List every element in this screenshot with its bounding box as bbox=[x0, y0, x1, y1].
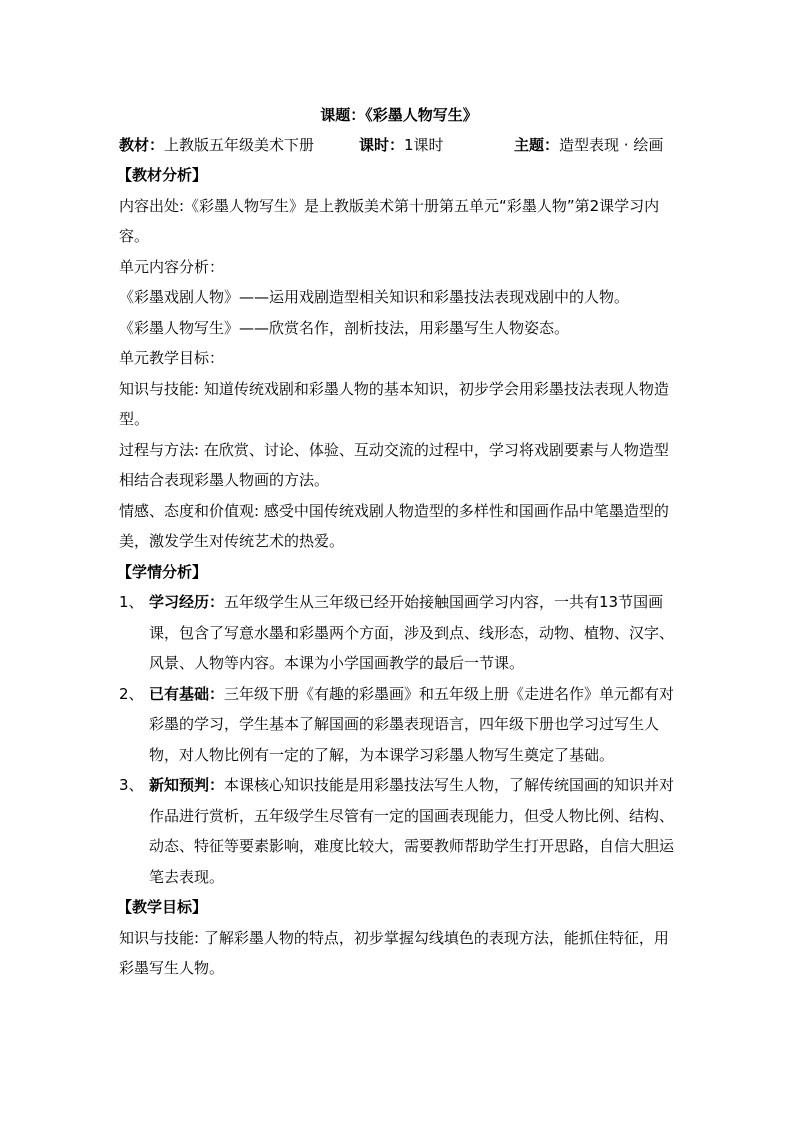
list-item bbox=[119, 587, 679, 679]
goal-knowledge: 知识与技能: 了解彩墨人物的特点，初步掌握勾线填色的表现方法，能抓住特征，用彩墨写生人物。 bbox=[119, 928, 669, 977]
section-material-analysis: 【教材分析】 bbox=[117, 166, 208, 184]
section-student-analysis: 【学情分析】 bbox=[117, 562, 208, 581]
item-key: 已有基础： bbox=[149, 684, 225, 703]
item-body bbox=[149, 679, 679, 771]
textbook-label: 教材： bbox=[119, 136, 165, 154]
hours-value: 1课时 bbox=[404, 136, 444, 154]
document-body bbox=[119, 100, 679, 984]
item-body bbox=[149, 770, 679, 892]
item-body bbox=[149, 587, 679, 679]
hours-label: 课时： bbox=[359, 136, 405, 154]
textbook-info bbox=[119, 130, 359, 160]
list-item bbox=[119, 679, 679, 771]
theme-label: 主题： bbox=[514, 136, 560, 154]
unit-lesson-1: 《彩墨戏剧人物》——运用戏剧造型相关知识和彩墨技法表现戏剧中的人物。 bbox=[119, 288, 630, 306]
item-number: 1、 bbox=[119, 593, 144, 611]
item-number: 2、 bbox=[119, 684, 144, 703]
hours-info bbox=[359, 130, 514, 160]
unit-goals-label: 单元教学目标： bbox=[119, 349, 225, 367]
unit-lesson-2: 《彩墨人物写生》——欣赏名作，剖析技法，用彩墨写生人物姿态。 bbox=[119, 318, 570, 337]
lesson-title: 课题：《彩墨人物写生》 bbox=[320, 106, 478, 124]
unit-goal-knowledge: 知识与技能: 知道传统戏剧和彩墨人物的基本知识，初步学会用彩墨技法表现人物造型。 bbox=[119, 379, 669, 428]
lesson-meta bbox=[119, 130, 679, 160]
theme-value: 造型表现 · 绘画 bbox=[559, 136, 664, 154]
theme-info bbox=[514, 130, 663, 160]
unit-goal-process: 过程与方法: 在欣赏、讨论、体验、互动交流的过程中，学习将戏剧要素与人物造型相结合表现彩墨人物画的方法。 bbox=[119, 440, 669, 489]
item-text: 五年级学生从三年级已经开始接触国画学习内容，一共有13节国画课，包含了写意水墨和彩墨两个方面，涉及到点、线形态，动物、植物、汉字、风景、人物等内容。本课为小学国画教学的最后一节课。 bbox=[149, 593, 675, 672]
item-number: 3、 bbox=[119, 776, 144, 794]
item-key: 新知预判： bbox=[149, 776, 225, 794]
unit-goal-emotion: 情感、态度和价值观: 感受中国传统戏剧人物造型的多样性和国画作品中笔墨造型的美，激发学生对传统艺术的热爱。 bbox=[119, 501, 669, 550]
item-text: 本课核心知识技能是用彩墨技法写生人物，了解传统国画的知识并对作品进行赏析，五年级学生尽管有一定的国画表现能力，但受人物比例、结构、动态、特征等要素影响，难度比较大，需要教师帮助学生打开思路，自信大胆运笔去表现。 bbox=[149, 776, 675, 886]
textbook-value: 上教版五年级美术下册 bbox=[164, 136, 315, 154]
content-source: 内容出处:《彩墨人物写生》是上教版美术第十册第五单元“彩墨人物”第2课学习内容。 bbox=[119, 196, 660, 245]
item-text: 三年级下册《有趣的彩墨画》和五年级上册《走进名作》单元都有对彩墨的学习，学生基本了解国画的彩墨表现语言，四年级下册也学习过写生人物，对人物比例有一定的了解，为本课学习彩墨人物写生奠定了基础。 bbox=[149, 684, 675, 764]
unit-analysis-label: 单元内容分析： bbox=[119, 257, 225, 276]
list-item bbox=[119, 770, 679, 892]
item-key: 学习经历： bbox=[149, 593, 225, 611]
section-teaching-goals: 【教学目标】 bbox=[117, 898, 208, 916]
